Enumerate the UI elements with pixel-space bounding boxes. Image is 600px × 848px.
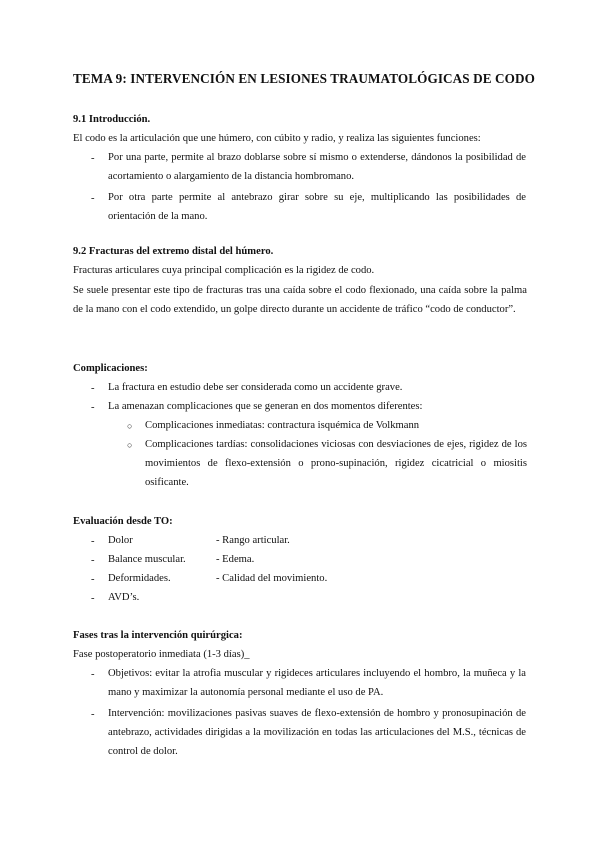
list-bullet: - <box>91 383 95 394</box>
list-item: La fractura en estudio debe ser considerada como un accidente grave. <box>108 382 403 393</box>
list-item: Intervención: movilizaciones pasivas suaves de flexo-extensión de hombro y pronosupinación de antebrazo, actividades dirigidas a la movilización en todas las articulaciones del M.S., técnicas de control de dolor. <box>108 708 526 757</box>
list-bullet: - <box>91 153 95 164</box>
paragraph-fracturas-causas: Se suele presentar este tipo de fracturas tras una caída sobre el codo flexionado, una caída sobre la palma de la mano con el codo extendido, un golpe directo durante un accidente de tráfico “codo de conductor”. <box>73 285 527 315</box>
circle-bullet-icon: ○ <box>127 440 133 450</box>
phase-title: Fase postoperatorio inmediata (1-3 días)_ <box>73 649 250 660</box>
fases-heading: Fases tras la intervención quirúrgica: <box>73 630 243 641</box>
sub-list-item: Complicaciones tardías: consolidaciones viciosas con desviaciones de ejes, rigidez de los movimientos de flexo-extensión o prono-supinación, rigidez cicatricial o miositis osificante. <box>145 439 527 488</box>
evaluation-item: - Edema. <box>216 554 255 565</box>
list-item: Por una parte, permite al brazo doblarse sobre sí mismo o extenderse, dándonos la posibilidad de acortamiento o alargamiento de la distancia hombromano. <box>108 152 526 182</box>
evaluation-item: AVD’s. <box>108 592 140 603</box>
evaluacion-heading: Evaluación desde TO: <box>73 516 173 527</box>
list-bullet: - <box>91 555 95 566</box>
sub-list-item: Complicaciones inmediatas: contractura isquémica de Volkmann <box>145 420 420 431</box>
section-heading-fracturas: 9.2 Fracturas del extremo distal del húmero. <box>73 246 274 257</box>
evaluation-item: Balance muscular. <box>108 554 186 565</box>
list-bullet: - <box>91 593 95 604</box>
circle-bullet-icon: ○ <box>127 421 133 431</box>
list-bullet: - <box>91 574 95 585</box>
evaluation-item: Dolor <box>108 535 133 546</box>
evaluation-item: Deformidades. <box>108 573 171 584</box>
list-bullet: - <box>91 536 95 547</box>
document-title: TEMA 9: INTERVENCIÓN EN LESIONES TRAUMATOLÓGICAS DE CODO <box>73 71 536 86</box>
paragraph-fracturas-definicion: Fracturas articulares cuya principal complicación es la rigidez de codo. <box>73 265 375 276</box>
list-bullet: - <box>91 193 95 204</box>
evaluation-item: - Rango articular. <box>216 535 290 546</box>
list-item: Por otra parte permite al antebrazo girar sobre su eje, multiplicando las posibilidades de orientación de la mano. <box>108 192 526 222</box>
list-item: Objetivos: evitar la atrofia muscular y rigideces articulares incluyendo el hombro, la muñeca y la mano y maximizar la autonomía personal mediante el uso de PA. <box>108 668 526 698</box>
list-bullet: - <box>91 709 95 720</box>
list-item: La amenazan complicaciones que se generan en dos momentos diferentes: <box>108 401 423 412</box>
list-bullet: - <box>91 669 95 680</box>
evaluation-item: - Calidad del movimiento. <box>216 573 328 584</box>
list-bullet: - <box>91 402 95 413</box>
complicaciones-heading: Complicaciones: <box>73 363 148 374</box>
paragraph-intro: El codo es la articulación que une húmero, con cúbito y radio, y realiza las siguientes funciones: <box>73 133 481 144</box>
section-heading-introduccion: 9.1 Introducción. <box>73 114 151 125</box>
